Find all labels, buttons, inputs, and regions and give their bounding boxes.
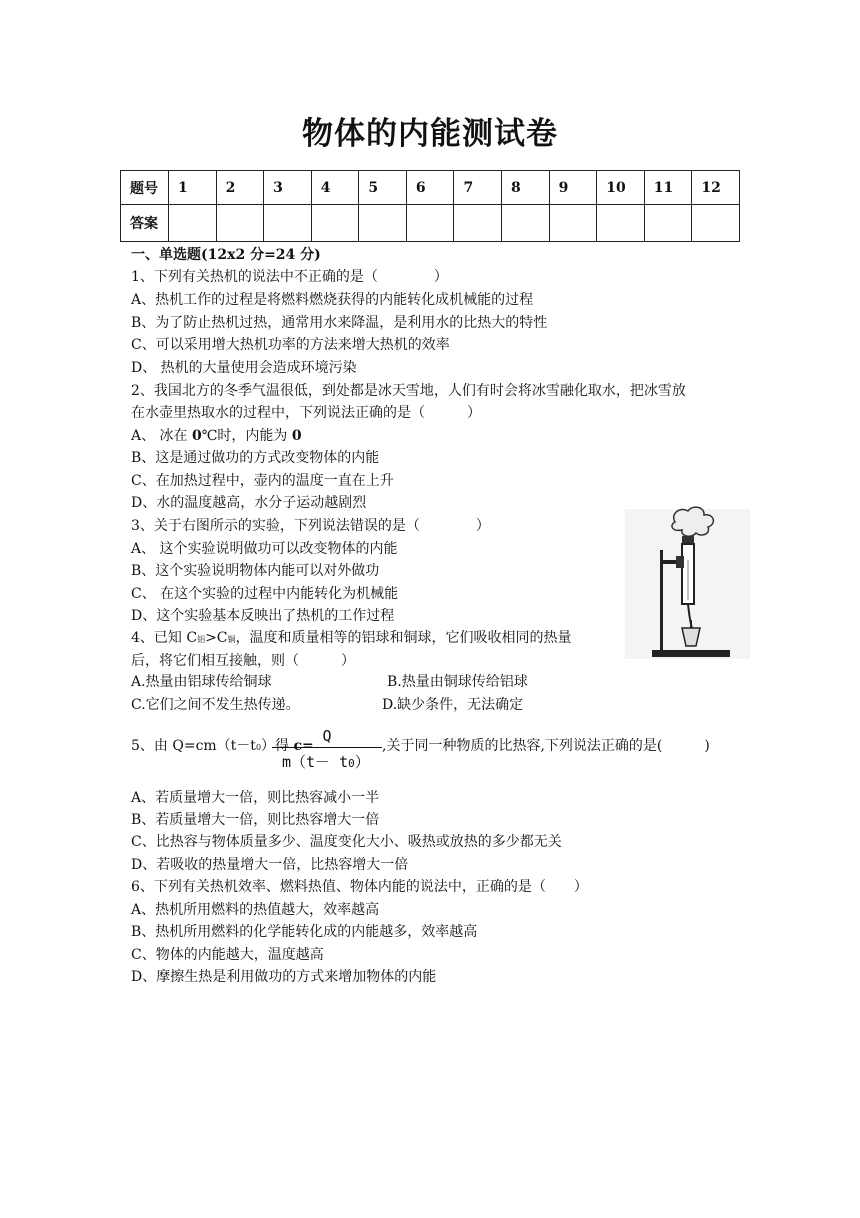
q4-option-a: A.热量由铝球传给铜球 [131,674,272,690]
experiment-apparatus-illustration [620,500,750,665]
answer-cell[interactable] [216,205,264,242]
answer-cell[interactable] [597,205,645,242]
q1-option-b: B、为了防止热机过热，通常用水来降温，是利用水的比热大的特性 [131,315,548,331]
q3-option-b: B、这个实验说明物体内能可以对外做功 [131,563,380,579]
answer-cell[interactable] [549,205,597,242]
answer-cell[interactable] [359,205,407,242]
answer-cell[interactable] [311,205,359,242]
q2-option-a [131,427,302,445]
q3-option-a: A、 这个实验说明做功可以改变物体的内能 [131,541,398,557]
q1-option-a: A、热机工作的过程是将燃料燃烧获得的内能转化成机械能的过程 [131,292,534,308]
question-number: 9 [549,171,597,205]
q2-option-a-prefix: A、 冰在 [131,428,193,444]
row-label-answer: 答案 [121,205,169,242]
q2-option-c: C、在加热过程中，壶内的温度一直在上升 [131,473,394,489]
q3-option-c: C、 在这个实验的过程中内能转化为机械能 [131,586,399,602]
question-number: 4 [311,171,359,205]
q5-mid: ）得 [261,738,294,754]
answer-cell[interactable] [454,205,502,242]
q1-stem: 1、下列有关热机的说法中不正确的是（ ） [131,269,448,285]
answer-cell[interactable] [406,205,454,242]
question-number: 1 [169,171,217,205]
q5-stem-suffix: ,关于同一种物质的比热容,下列说法正确的是( ) [382,738,710,754]
question-number: 12 [692,171,740,205]
q4-option-b: B.热量由铜球传给铝球 [387,674,528,690]
answer-table-number-row [121,171,740,205]
q5-den-close: ） [354,753,370,771]
q6-option-c: C、物体的内能越大，温度越高 [131,947,324,963]
q5-option-c: C、比热容与物体质量多少、温度变化大小、吸热或放热的多少都无关 [131,834,562,850]
section-heading: 一、单选题(12x2 分=24 分) [131,247,321,263]
q4-rest: ，温度和质量相等的铝球和铜球，它们吸收相同的热量 [235,630,572,646]
question-number: 6 [406,171,454,205]
q6-stem: 6、下列有关热机效率、燃料热值、物体内能的说法中，正确的是（ ） [131,879,588,895]
q5-option-d: D、若吸收的热量增大一倍，比热容增大一倍 [131,857,409,873]
question-number: 7 [454,171,502,205]
q4-gt: >C [205,630,228,646]
q5-den-sub: 0 [348,757,355,770]
q5-option-a: A、若质量增大一倍，则比热容减小一半 [131,790,380,806]
q4-stem-line2: 后，将它们相互接触，则（ ） [131,653,355,669]
q5-prefix: 5、由 Q=cm（t－t [131,738,256,754]
q2-option-b: B、这是通过做功的方式改变物体的内能 [131,450,380,466]
q4-prefix: 4、已知 C [131,630,198,646]
q2-stem-line1: 2、我国北方的冬季气温很低，到处都是冰天雪地，人们有时会将冰雪融化取水，把冰雪放 [131,383,686,399]
q5-den-text: m（t－ t [282,753,349,771]
q6-option-a: A、热机所用燃料的热值越大，效率越高 [131,902,380,918]
question-number: 3 [264,171,312,205]
q2-option-a-mid: ℃时，内能为 [201,428,292,444]
q4-sub-copper: 铜 [227,635,236,644]
q4-sub-aluminum: 铝 [197,635,206,644]
q5-option-b: B、若质量增大一倍，则比热容增大一倍 [131,812,380,828]
row-label-number: 题号 [121,171,169,205]
q5-sub-zero: 0 [255,743,262,752]
answer-table-answer-row [121,205,740,242]
answer-cell[interactable] [692,205,740,242]
q2-option-d: D、水的温度越高，水分子运动越剧烈 [131,495,367,511]
page-title: 物体的内能测试卷 [302,116,558,152]
q2-stem-line2: 在水壶里热取水的过程中，下列说法正确的是（ ） [131,405,481,421]
q6-option-d: D、摩擦生热是利用做功的方式来增加物体的内能 [131,969,437,985]
q5-denominator [282,751,370,772]
answer-cell[interactable] [644,205,692,242]
q3-stem: 3、关于右图所示的实验，下列说法错误的是（ ） [131,518,490,534]
question-number: 11 [644,171,692,205]
question-number: 8 [502,171,550,205]
q2-option-a-zero: 0 [291,428,302,444]
question-number: 2 [216,171,264,205]
fraction-bar [272,747,382,748]
answer-table [120,170,740,242]
answer-cell[interactable] [169,205,217,242]
q4-stem [131,629,572,649]
q4-option-c: C.它们之间不发生热传递。 [131,697,300,713]
q5-numerator: Q [322,727,332,745]
q1-option-d: D、 热机的大量使用会造成环境污染 [131,360,357,376]
q3-option-d: D、这个实验基本反映出了热机的工作过程 [131,608,395,624]
question-number: 5 [359,171,407,205]
q6-option-b: B、热机所用燃料的化学能转化成的内能越多，效率越高 [131,924,478,940]
answer-cell[interactable] [502,205,550,242]
answer-cell[interactable] [264,205,312,242]
q4-option-d: D.缺少条件，无法确定 [382,697,524,713]
question-number: 10 [597,171,645,205]
q2-option-a-zero: 0 [192,428,202,444]
q1-option-c: C、可以采用增大热机功率的方法来增大热机的效率 [131,337,450,353]
q5-c-eq: c= [293,738,314,754]
